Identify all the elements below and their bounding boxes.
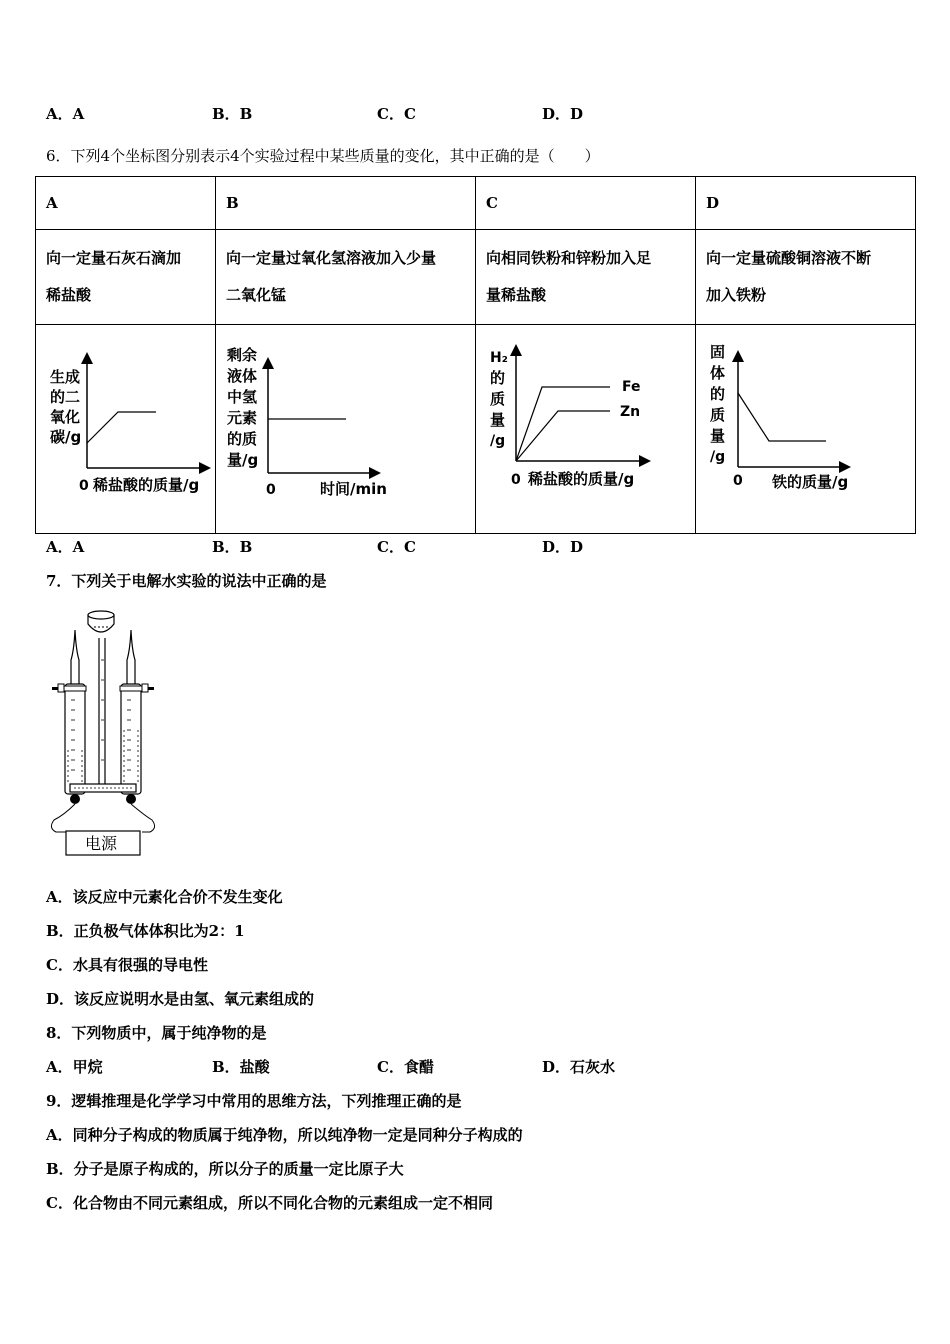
graph-b-ylabel-5: 的质 xyxy=(227,430,258,448)
graph-a-origin: 0 xyxy=(79,478,89,494)
graph-d-origin: 0 xyxy=(733,473,743,489)
q6-header-d: D xyxy=(696,177,916,230)
graph-b-ylabel-4: 元素 xyxy=(227,409,258,427)
q7-option-b[interactable]: B．正负极气体体积比为2：1 xyxy=(46,922,245,940)
q5-option-c[interactable]: C．C xyxy=(377,105,416,123)
graph-c-label-fe: Fe xyxy=(622,379,641,395)
graph-d-ylabel-6: /g xyxy=(710,449,726,465)
q6-table xyxy=(35,176,916,534)
q5-option-d[interactable]: D．D xyxy=(542,105,584,123)
right-tube xyxy=(127,630,135,670)
q6-graph-b xyxy=(216,325,476,534)
q6-stem: 6．下列4个坐标图分别表示4个实验过程中某些质量的变化，其中正确的是（ ） xyxy=(46,147,600,165)
graph-c-ylabel-1: H₂ xyxy=(490,350,508,366)
q6-graph-c xyxy=(476,325,696,534)
q7-stem: 7．下列关于电解水实验的说法中正确的是 xyxy=(46,572,327,590)
q6-option-a[interactable]: A．A xyxy=(46,538,85,556)
q8-option-a[interactable]: A．甲烷 xyxy=(46,1058,103,1076)
graph-a-svg xyxy=(36,325,216,529)
q6-desc-a: 向一定量石灰石滴加 稀盐酸 xyxy=(36,230,216,325)
graph-a-ylabel-3: 氧化 xyxy=(50,408,81,426)
q9-option-c[interactable]: C．化合物由不同元素组成，所以不同化合物的元素组成一定不相同 xyxy=(46,1194,493,1212)
q7-option-a[interactable]: A．该反应中元素化合价不发生变化 xyxy=(46,888,283,906)
q8-stem: 8．下列物质中，属于纯净物的是 xyxy=(46,1024,267,1042)
graph-b-ylabel-1: 剩余 xyxy=(227,346,258,364)
q6-option-c[interactable]: C．C xyxy=(377,538,416,556)
graph-a-curve xyxy=(87,412,156,443)
q8-option-d[interactable]: D．石灰水 xyxy=(542,1058,616,1076)
q6-option-b[interactable]: B．B xyxy=(212,538,253,556)
q6-header-a: A xyxy=(36,177,216,230)
graph-c-curve-zn xyxy=(516,411,610,461)
graph-c-curve-fe xyxy=(516,387,610,461)
q7-option-c[interactable]: C．水具有很强的导电性 xyxy=(46,956,208,974)
graph-d-xlabel: 铁的质量/g xyxy=(772,473,849,491)
q5-option-a[interactable]: A．A xyxy=(46,105,85,123)
graph-a-ylabel-4: 碳/g xyxy=(50,428,82,446)
q6-option-d[interactable]: D．D xyxy=(542,538,584,556)
graph-d-ylabel-4: 质 xyxy=(710,406,726,424)
graph-a-xlabel: 稀盐酸的质量/g xyxy=(93,476,200,494)
graph-a-ylabel-1: 生成 xyxy=(50,368,81,386)
graph-c-ylabel-2: 的 xyxy=(490,369,506,387)
graph-d-ylabel-3: 的 xyxy=(710,385,726,403)
graph-b-svg xyxy=(216,325,476,529)
q8-option-b[interactable]: B．盐酸 xyxy=(212,1058,270,1076)
graph-c-ylabel-3: 质 xyxy=(490,390,506,408)
graph-c-label-zn: Zn xyxy=(620,404,641,420)
power-source-label: 电源 xyxy=(85,834,118,853)
left-tube xyxy=(71,630,79,670)
graph-a-ylabel-2: 的二 xyxy=(50,388,81,406)
graph-b-xlabel: 时间/min xyxy=(320,480,387,498)
q6-header-c: C xyxy=(476,177,696,230)
graph-b-ylabel-2: 液体 xyxy=(227,367,258,385)
q9-option-a[interactable]: A．同种分子构成的物质属于纯净物，所以纯净物一定是同种分子构成的 xyxy=(46,1126,523,1144)
q6-desc-c: 向相同铁粉和锌粉加入足 量稀盐酸 xyxy=(476,230,696,325)
graph-c-xlabel: 稀盐酸的质量/g xyxy=(528,470,635,488)
q7-option-d[interactable]: D．该反应说明水是由氢、氧元素组成的 xyxy=(46,990,315,1008)
q6-desc-b: 向一定量过氧化氢溶液加入少量 二氧化锰 xyxy=(216,230,476,325)
q6-header-b: B xyxy=(216,177,476,230)
graph-d-ylabel-5: 量 xyxy=(710,427,726,445)
q6-graph-d xyxy=(696,325,916,534)
electrolysis-apparatus xyxy=(44,600,174,860)
q9-stem: 9．逻辑推理是化学学习中常用的思维方法，下列推理正确的是 xyxy=(46,1092,462,1110)
q9-option-b[interactable]: B．分子是原子构成的，所以分子的质量一定比原子大 xyxy=(46,1160,404,1178)
graph-b-origin: 0 xyxy=(266,482,276,498)
graph-b-ylabel-6: 量/g xyxy=(227,451,259,469)
q6-desc-d: 向一定量硫酸铜溶液不断 加入铁粉 xyxy=(696,230,916,325)
graph-c-ylabel-5: /g xyxy=(490,433,506,449)
graph-c-origin: 0 xyxy=(511,472,521,488)
graph-d-svg xyxy=(696,325,916,529)
graph-d-curve xyxy=(738,393,826,441)
graph-d-ylabel-2: 体 xyxy=(710,364,726,382)
q8-option-c[interactable]: C．食醋 xyxy=(377,1058,434,1076)
q5-option-b[interactable]: B．B xyxy=(212,105,253,123)
graph-d-ylabel-1: 固 xyxy=(710,343,726,361)
q6-graph-a xyxy=(36,325,216,534)
graph-c-svg xyxy=(476,325,696,529)
graph-c-ylabel-4: 量 xyxy=(490,411,506,429)
graph-b-ylabel-3: 中氢 xyxy=(227,388,258,406)
